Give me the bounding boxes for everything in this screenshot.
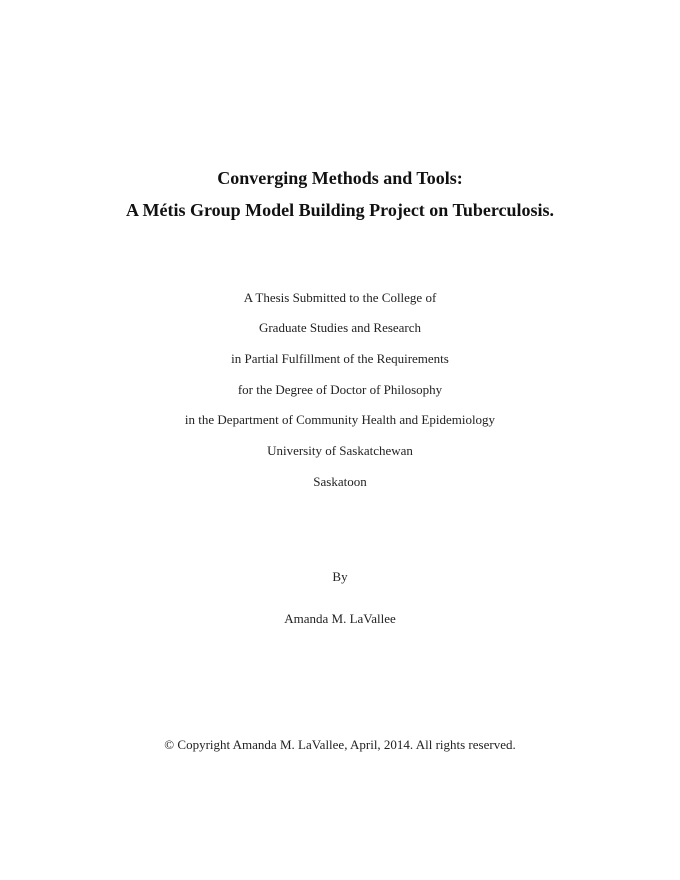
thesis-title-line-1: Converging Methods and Tools: <box>217 168 463 188</box>
thesis-title-line-2: A Métis Group Model Building Project on Tuberculosis. <box>125 200 555 220</box>
byline-by: By <box>332 569 348 584</box>
submission-line: Saskatoon <box>313 474 367 489</box>
submission-line: in Partial Fulfillment of the Requirements <box>231 351 449 366</box>
submission-line: for the Degree of Doctor of Philosophy <box>237 382 443 397</box>
submission-line: Graduate Studies and Research <box>258 320 422 335</box>
author-name: Amanda M. LaVallee <box>284 611 396 626</box>
copyright-notice: © Copyright Amanda M. LaVallee, April, 2014. All rights reserved. <box>164 737 516 752</box>
submission-line: in the Department of Community Health and Epidemiology <box>184 412 496 427</box>
submission-line: University of Saskatchewan <box>267 443 413 458</box>
submission-line: A Thesis Submitted to the College of <box>243 290 437 305</box>
